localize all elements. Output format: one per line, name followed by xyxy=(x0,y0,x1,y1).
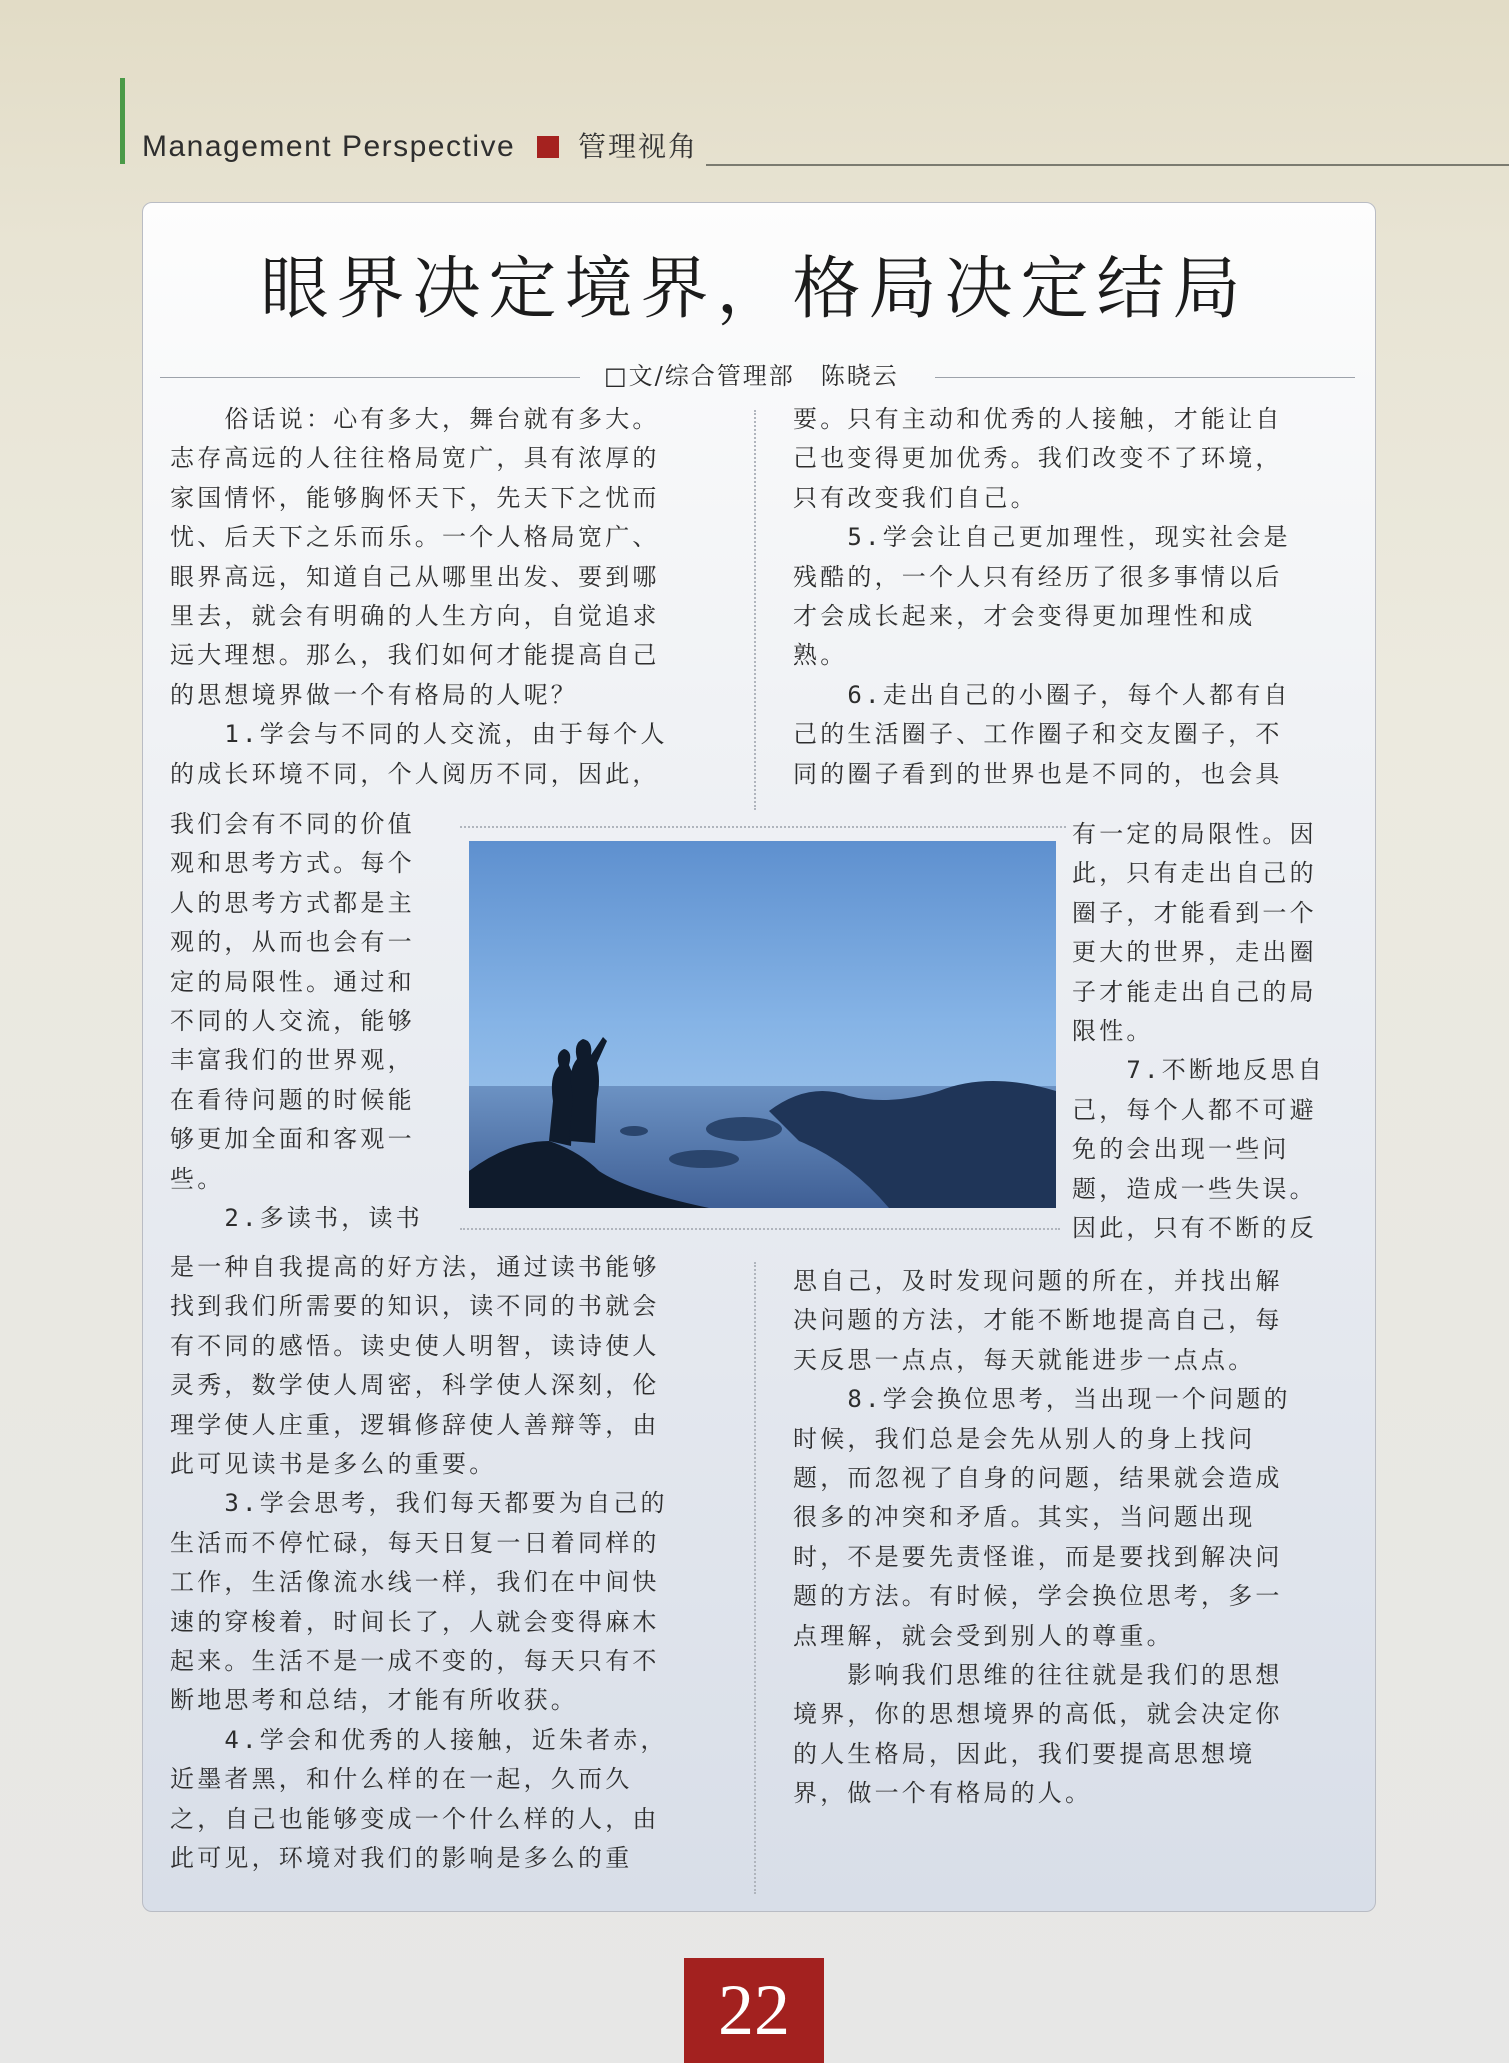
text-line: 免的会出现一些问 xyxy=(1072,1135,1290,1164)
text-line: 4.学会和优秀的人接触，近朱者赤， xyxy=(170,1725,668,1754)
header-rule xyxy=(706,164,1509,166)
silhouette-couple-sea-photo xyxy=(469,841,1056,1208)
text-line: 残酷的，一个人只有经历了很多事情以后 xyxy=(793,562,1283,591)
text-line: 眼界高远，知道自己从哪里出发、要到哪 xyxy=(170,562,660,591)
photo-rule-top xyxy=(460,826,1066,828)
page-number: 22 xyxy=(718,1970,790,2050)
text-line: 观和思考方式。每个 xyxy=(170,849,415,878)
text-line: 很多的冲突和矛盾。其实，当问题出现 xyxy=(793,1503,1256,1532)
text-line: 题的方法。有时候，学会换位思考，多一 xyxy=(793,1582,1283,1611)
article-title: 眼界决定境界，格局决定结局 xyxy=(260,250,1249,329)
text-line: 在看待问题的时候能 xyxy=(170,1085,415,1114)
text-line: 理学使人庄重，逻辑修辞使人善辩等，由 xyxy=(170,1410,660,1439)
text-line: 有不同的感悟。读史使人明智，读诗使人 xyxy=(170,1331,660,1360)
left-column-wrap-text xyxy=(170,805,423,1238)
text-line: 5.学会让自己更加理性，现实社会是 xyxy=(793,523,1291,552)
text-line: 观的，从而也会有一 xyxy=(170,928,415,957)
text-line: 找到我们所需要的知识，读不同的书就会 xyxy=(170,1292,660,1321)
byline-rule-left xyxy=(160,377,580,378)
left-column-bottom-text xyxy=(170,1248,668,1879)
text-line: 熟。 xyxy=(793,641,848,670)
text-line: 7.不断地反思自 xyxy=(1072,1056,1325,1085)
column-separator-top xyxy=(754,410,756,810)
photo-rule-bottom xyxy=(460,1228,1060,1230)
text-line: 更大的世界，走出圈 xyxy=(1072,938,1317,967)
left-column-top-text xyxy=(170,400,668,794)
text-line: 此，只有走出自己的 xyxy=(1072,859,1317,888)
section-name-cn: 管理视角 xyxy=(578,130,699,163)
text-line: 2.多读书，读书 xyxy=(170,1204,423,1233)
text-line: 断地思考和总结，才能有所收获。 xyxy=(170,1686,578,1715)
text-line: 点理解，就会受到别人的尊重。 xyxy=(793,1621,1174,1650)
text-line: 时候，我们总是会先从别人的身上找问 xyxy=(793,1424,1256,1453)
column-separator-bottom xyxy=(754,1262,756,1894)
text-line: 思自己，及时发现问题的所在，并找出解 xyxy=(793,1267,1283,1295)
text-line: 因此，只有不断的反 xyxy=(1072,1214,1317,1243)
text-line: 境界，你的思想境界的高低，就会决定你 xyxy=(793,1700,1283,1729)
text-line: 时，不是要先责怪谁，而是要找到解决问 xyxy=(793,1542,1283,1571)
section-square-icon xyxy=(537,136,559,158)
text-line: 6.走出自己的小圈子，每个人都有自 xyxy=(793,680,1291,709)
text-line: 有一定的局限性。因 xyxy=(1072,820,1317,848)
right-column-top-text xyxy=(793,400,1291,794)
text-line: 之，自己也能够变成一个什么样的人，由 xyxy=(170,1804,660,1833)
text-line: 家国情怀，能够胸怀天下，先天下之忧而 xyxy=(170,483,660,512)
right-column-bottom-text xyxy=(793,1262,1291,1814)
text-line: 同的圈子看到的世界也是不同的，也会具 xyxy=(793,759,1283,788)
text-line: 定的局限性。通过和 xyxy=(170,967,415,996)
text-line: 速的穿梭着，时间长了，人就会变得麻木 xyxy=(170,1607,660,1636)
text-line: 丰富我们的世界观， xyxy=(170,1046,415,1075)
text-line: 灵秀，数学使人周密，科学使人深刻，伦 xyxy=(170,1371,660,1400)
article-byline: □文/综合管理部 陈晓云 xyxy=(604,362,899,390)
text-line: 3.学会思考，我们每天都要为自己的 xyxy=(170,1489,668,1518)
text-line: 此可见，环境对我们的影响是多么的重 xyxy=(170,1844,633,1873)
byline-rule-right xyxy=(935,377,1355,378)
text-line: 题，造成一些失误。 xyxy=(1072,1174,1317,1203)
text-line: 影响我们思维的往往就是我们的思想 xyxy=(793,1661,1283,1690)
text-line: 的思想境界做一个有格局的人呢？ xyxy=(170,680,578,709)
text-line: 不同的人交流，能够 xyxy=(170,1007,415,1036)
section-name-en: Management Perspective xyxy=(142,130,516,163)
text-line: 俗话说：心有多大，舞台就有多大。 xyxy=(170,405,660,433)
text-line: 子才能走出自己的局 xyxy=(1072,977,1317,1006)
text-line: 的人生格局，因此，我们要提高思想境 xyxy=(793,1739,1256,1768)
text-line: 己，每个人都不可避 xyxy=(1072,1095,1317,1124)
text-line: 我们会有不同的价值 xyxy=(170,810,415,838)
text-line: 己的生活圈子、工作圈子和交友圈子，不 xyxy=(793,720,1283,749)
text-line: 够更加全面和客观一 xyxy=(170,1125,415,1154)
text-line: 近墨者黑，和什么样的在一起，久而久 xyxy=(170,1765,633,1794)
text-line: 要。只有主动和优秀的人接触，才能让自 xyxy=(793,405,1283,433)
text-line: 里去，就会有明确的人生方向，自觉追求 xyxy=(170,602,660,631)
text-line: 只有改变我们自己。 xyxy=(793,483,1038,512)
text-line: 此可见读书是多么的重要。 xyxy=(170,1450,497,1479)
text-line: 忧、后天下之乐而乐。一个人格局宽广、 xyxy=(170,523,660,552)
right-column-wrap-text xyxy=(1072,815,1325,1248)
text-line: 人的思考方式都是主 xyxy=(170,888,415,917)
text-line: 己也变得更加优秀。我们改变不了环境， xyxy=(793,444,1283,473)
text-line: 圈子，才能看到一个 xyxy=(1072,898,1317,927)
text-line: 远大理想。那么，我们如何才能提高自己 xyxy=(170,641,660,670)
text-line: 起来。生活不是一成不变的，每天只有不 xyxy=(170,1647,660,1676)
text-line: 的成长环境不同，个人阅历不同，因此， xyxy=(170,759,660,788)
text-line: 是一种自我提高的好方法，通过读书能够 xyxy=(170,1253,660,1281)
text-line: 界，做一个有格局的人。 xyxy=(793,1779,1093,1808)
header-accent-bar xyxy=(120,78,125,164)
text-line: 天反思一点点，每天就能进步一点点。 xyxy=(793,1345,1256,1374)
text-line: 才会成长起来，才会变得更加理性和成 xyxy=(793,602,1256,631)
text-line: 限性。 xyxy=(1072,1017,1154,1046)
text-line: 1.学会与不同的人交流，由于每个人 xyxy=(170,720,668,749)
text-line: 8.学会换位思考，当出现一个问题的 xyxy=(793,1385,1291,1414)
text-line: 志存高远的人往往格局宽广，具有浓厚的 xyxy=(170,444,660,473)
text-line: 些。 xyxy=(170,1164,225,1193)
text-line: 题，而忽视了自身的问题，结果就会造成 xyxy=(793,1464,1283,1493)
text-line: 决问题的方法，才能不断地提高自己，每 xyxy=(793,1306,1283,1335)
text-line: 生活而不停忙碌，每天日复一日着同样的 xyxy=(170,1528,660,1557)
text-line: 工作，生活像流水线一样，我们在中间快 xyxy=(170,1568,660,1597)
